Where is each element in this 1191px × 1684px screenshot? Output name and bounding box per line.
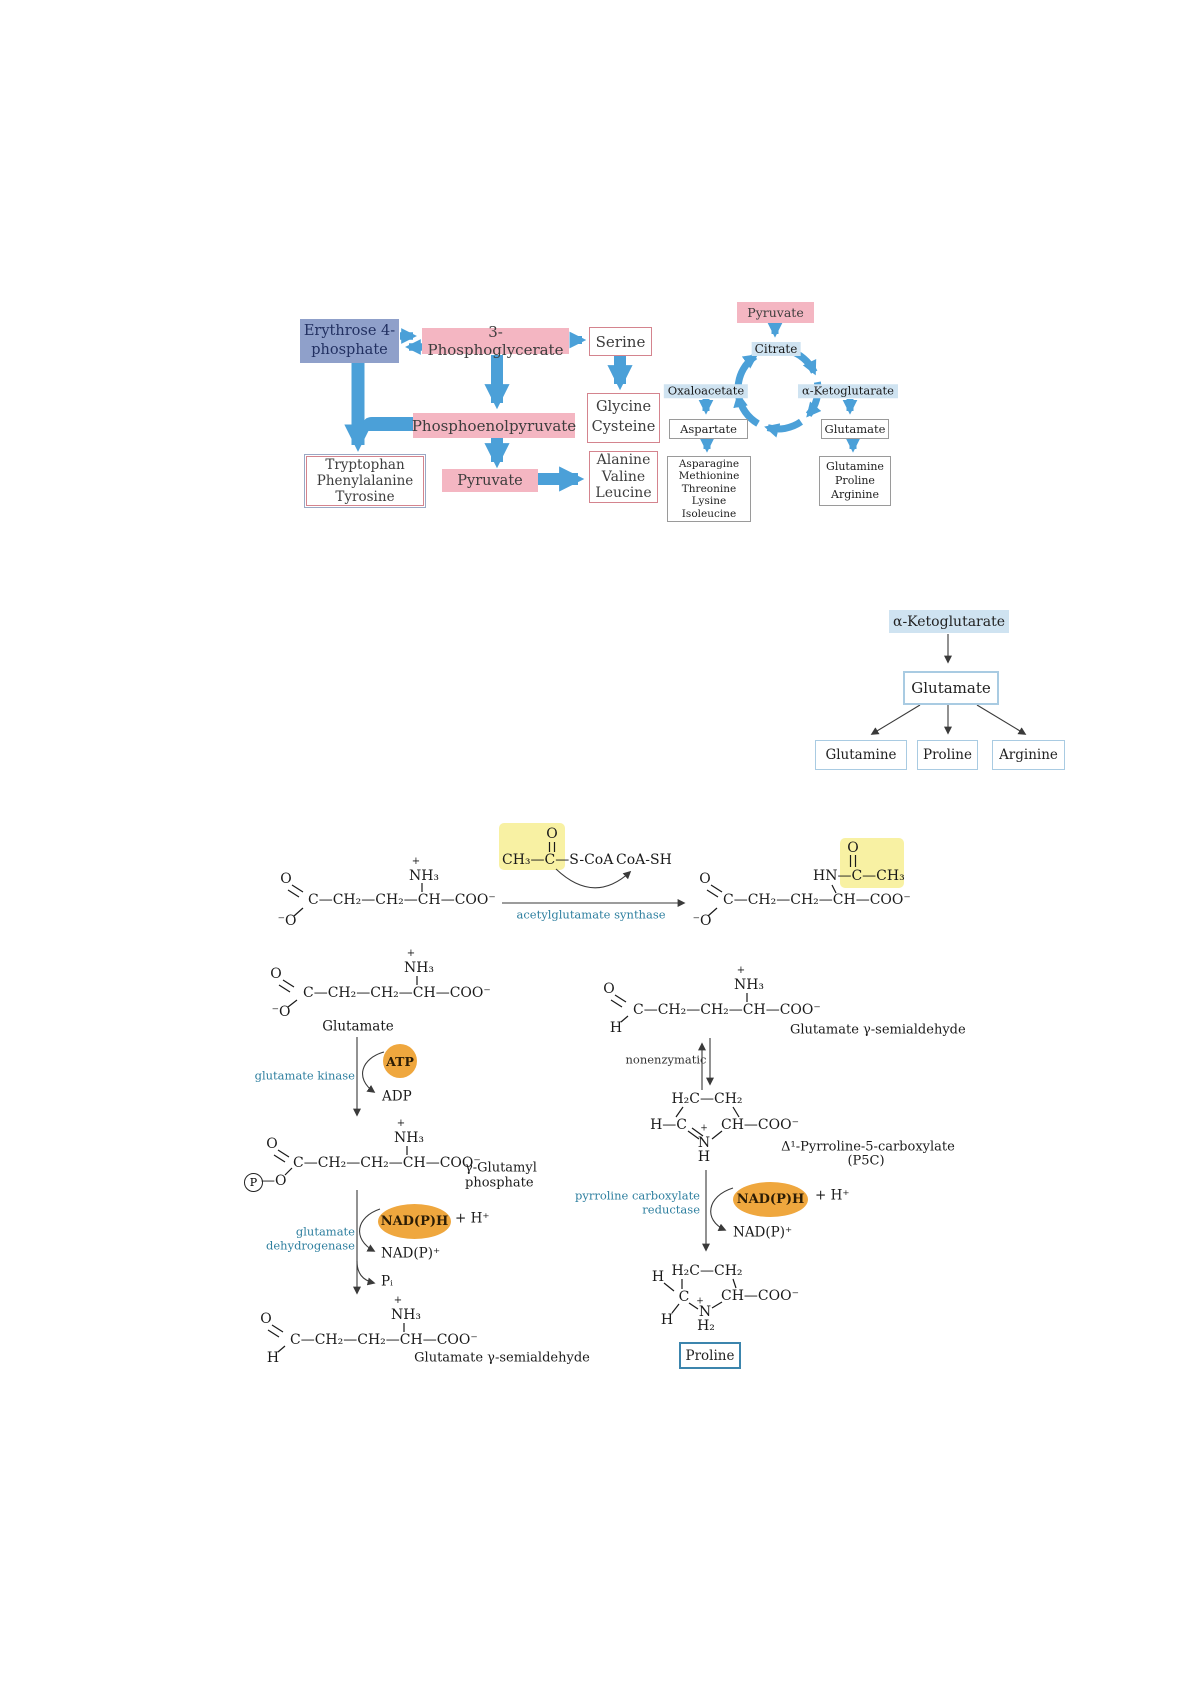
nadph-label-right: NAD(P)H <box>736 1192 805 1207</box>
threonine-label: Threonine <box>681 482 737 495</box>
nag-o-top: O <box>699 871 711 887</box>
aspartate-label: Aspartate <box>680 422 737 436</box>
erythrose-line1: Erythrose 4- <box>303 323 396 340</box>
mid-glutamate-label: Glutamate <box>911 679 991 697</box>
gsa1-nh3: NH₃ <box>390 1307 422 1323</box>
p5c-nh: H <box>697 1149 711 1165</box>
glu1-plus: + <box>411 856 421 867</box>
glu1-nh3: NH₃ <box>408 868 440 884</box>
gsa2-nh3: NH₃ <box>733 977 765 993</box>
tca-glutamate-label: Glutamate <box>824 422 886 436</box>
p5c-name-1: Δ¹-Pyrroline-5-carboxylate <box>781 1139 955 1155</box>
mid-arginine-box <box>992 740 1065 770</box>
serine-label: Serine <box>595 332 646 351</box>
nag-o-minus: ⁻O <box>692 913 712 929</box>
tca-glutamate-box <box>821 419 889 439</box>
p5c-ring-hc: H—C <box>650 1117 687 1133</box>
glu2-nh3: NH₃ <box>403 960 435 976</box>
ggp-o-top: O <box>266 1136 278 1152</box>
nag-acetyl-o: O <box>847 840 859 856</box>
ggp-plus: + <box>396 1118 406 1129</box>
nadp-label-left: NAD(P)⁺ <box>381 1245 441 1262</box>
gsa2-name: Glutamate γ-semialdehyde <box>790 1022 966 1038</box>
proline-family-label: Proline <box>835 474 875 488</box>
tyrosine-label: Tyrosine <box>335 489 395 506</box>
aspartate-family-box <box>667 456 751 522</box>
phenylalanine-label: Phenylalanine <box>316 472 414 489</box>
pyrroline-reductase-label-1: pyrroline carboxylate <box>574 1188 700 1203</box>
ggp-dash-o: —O <box>261 1173 287 1189</box>
pyruvate-flow-box <box>442 469 538 492</box>
nadph-label-left: NAD(P)H <box>380 1214 449 1229</box>
mid-glutamine-box <box>815 740 907 770</box>
gsa1-chain: C—CH₂—CH₂—CH—COO⁻ <box>290 1332 478 1348</box>
acetyl-coa-formula: CH₃—C—S-CoA <box>502 852 614 868</box>
mid-arginine-label: Arginine <box>999 747 1058 763</box>
glu2-chain: C—CH₂—CH₂—CH—COO⁻ <box>303 985 491 1001</box>
gsa1-plus: + <box>393 1295 403 1306</box>
gsa1-name: Glutamate γ-semialdehyde <box>414 1350 590 1366</box>
gsa2-h: H <box>609 1020 623 1036</box>
glutamate-dehydrogenase-label-1: glutamate <box>295 1224 355 1239</box>
acetyl-coa-o: O <box>546 826 558 842</box>
glutamate-dehydrogenase-label-2: dehydrogenase <box>266 1238 355 1253</box>
gsa1-h: H <box>266 1350 280 1366</box>
pro-h-upper: H <box>651 1269 665 1285</box>
valine-label: Valine <box>601 468 646 485</box>
plus-h-right: + H⁺ <box>815 1187 850 1204</box>
plus-h-left: + H⁺ <box>455 1210 490 1227</box>
oxaloacetate-label: Oxaloacetate <box>664 384 748 398</box>
ggp-chain: C—CH₂—CH₂—CH—COO⁻ <box>293 1155 481 1171</box>
mid-akg-label: α-Ketoglutarate <box>893 613 1005 630</box>
p5c-ring-top: H₂C—CH₂ <box>671 1091 743 1107</box>
glu1-o-minus: ⁻O <box>277 913 297 929</box>
p5c-name-2: (P5C) <box>847 1153 885 1169</box>
ggp-name-2: phosphate <box>465 1175 534 1191</box>
glutamate-family-box <box>819 456 891 506</box>
nag-acetyl-group: HN—C—CH₃ <box>813 868 905 884</box>
serine-box <box>589 327 652 356</box>
pro-h-lower: H <box>660 1312 674 1328</box>
gsa2-o-top: O <box>603 981 615 997</box>
glu1-chain: C—CH₂—CH₂—CH—COO⁻ <box>308 892 496 908</box>
lysine-label: Lysine <box>691 495 727 508</box>
mid-proline-label: Proline <box>923 747 972 763</box>
pyruvate-flow-label: Pyruvate <box>457 472 523 489</box>
pro-c: C <box>678 1289 690 1305</box>
ggp-nh3: NH₃ <box>393 1130 425 1146</box>
pro-n: N <box>698 1304 712 1320</box>
gsa1-o-top: O <box>260 1311 272 1327</box>
glu1-o-top: O <box>280 871 292 887</box>
glu2-o-top: O <box>270 966 282 982</box>
pro-ring-top: H₂C—CH₂ <box>671 1263 743 1279</box>
pro-nh2: H₂ <box>697 1318 715 1334</box>
proline-result-box <box>679 1342 741 1369</box>
phosphate-p-label: P <box>249 1176 258 1189</box>
pep-label: Phosphoenolpyruvate <box>411 416 577 435</box>
glu2-plus: + <box>406 948 416 959</box>
glutamate-kinase-label: glutamate kinase <box>254 1068 355 1083</box>
proline-result-label: Proline <box>685 1347 735 1364</box>
citrate-label: Citrate <box>752 342 801 356</box>
coa-sh-formula: CoA-SH <box>616 852 672 868</box>
glycine-label: Glycine <box>595 399 652 416</box>
ggp-name-1: γ-Glutamyl <box>465 1160 537 1176</box>
nonenzymatic-label: nonenzymatic <box>625 1052 707 1067</box>
nadph-ellipse-right <box>733 1182 808 1217</box>
gsa2-chain: C—CH₂—CH₂—CH—COO⁻ <box>633 1002 821 1018</box>
tca-alpha-ketoglutarate-label: α-Ketoglutarate <box>798 384 898 398</box>
asparagine-label: Asparagine <box>678 458 740 471</box>
adp-label: ADP <box>382 1088 412 1105</box>
p5c-n: N <box>697 1135 711 1151</box>
aspartate-box <box>669 419 748 439</box>
nag-chain: C—CH₂—CH₂—CH—COO⁻ <box>723 892 911 908</box>
alanine-valine-leucine-box <box>589 451 658 503</box>
glycine-cysteine-box <box>587 393 660 443</box>
pro-n-plus: + <box>696 1296 704 1307</box>
glu2-o-minus: ⁻O <box>271 1004 291 1020</box>
nadph-ellipse-left <box>378 1204 451 1239</box>
cysteine-label: Cysteine <box>591 419 656 435</box>
tryptophan-label: Tryptophan <box>325 456 405 473</box>
erythrose-4-phosphate-box <box>300 319 399 363</box>
mid-glutamine-label: Glutamine <box>825 747 897 763</box>
alanine-label: Alanine <box>596 451 651 468</box>
tca-pyruvate-label: Pyruvate <box>747 305 804 320</box>
erythrose-line2: phosphate <box>311 342 388 358</box>
p5c-n-plus: + <box>700 1123 708 1134</box>
atp-circle <box>383 1044 417 1078</box>
mid-glutamate-box <box>903 671 999 705</box>
p5c-ring-chcoo: CH—COO⁻ <box>721 1117 799 1133</box>
phosphoenolpyruvate-box <box>413 413 575 438</box>
pg3-label: 3-Phosphoglycerate <box>427 323 564 359</box>
mid-proline-box <box>917 740 978 770</box>
arginine-family-label: Arginine <box>831 487 879 501</box>
3-phosphoglycerate-box <box>422 323 569 359</box>
nadp-label-right: NAD(P)⁺ <box>733 1224 793 1241</box>
glutamine-family-label: Glutamine <box>826 460 884 474</box>
gsa2-plus: + <box>736 965 746 976</box>
aromatic-amino-acids-box <box>304 454 426 508</box>
pro-ring-chcoo: CH—COO⁻ <box>721 1288 799 1304</box>
methionine-label: Methionine <box>678 470 740 483</box>
leucine-label: Leucine <box>595 485 652 502</box>
pyrroline-reductase-label-2: reductase <box>642 1202 700 1217</box>
isoleucine-label: Isoleucine <box>681 507 737 520</box>
glutamate-name-label: Glutamate <box>322 1018 394 1035</box>
acetylglutamate-synthase-label: acetylglutamate synthase <box>516 907 666 922</box>
tca-pyruvate-box <box>737 302 814 323</box>
mid-alpha-ketoglutarate <box>889 610 1009 633</box>
atp-label: ATP <box>386 1053 414 1069</box>
pi-label: Pᵢ <box>381 1273 393 1290</box>
